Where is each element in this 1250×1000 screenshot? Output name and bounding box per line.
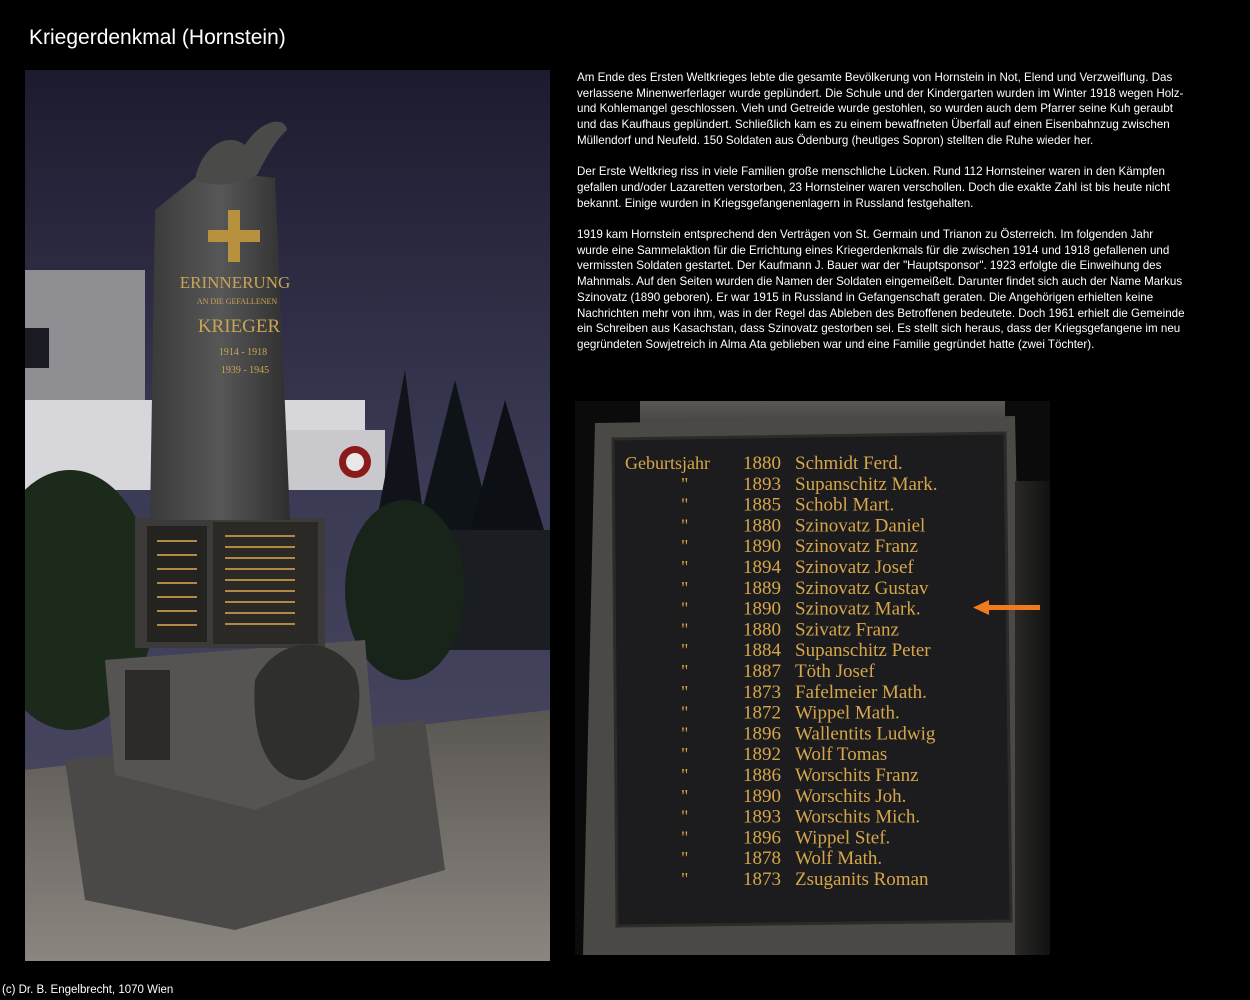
ditto-mark: " (681, 744, 689, 765)
plaque-year: 1880 (743, 453, 781, 474)
ditto-mark: " (681, 577, 689, 598)
plaque-photo-drawing (575, 401, 1050, 955)
plaque-year: 1890 (743, 536, 781, 558)
page-title: Kriegerdenkmal (Hornstein) (29, 26, 286, 49)
inscription-line: AN DIE GEFALLENEN (196, 297, 278, 306)
memorial-photo-drawing (25, 70, 550, 961)
plaque-name: Wallentits Ludwig (795, 723, 936, 745)
plaque-name: Wippel Math. (795, 702, 900, 724)
ditto-mark: " (681, 723, 689, 744)
plaque-year: 1893 (743, 806, 781, 828)
plaque-name: Szivatz Franz (795, 619, 899, 641)
ditto-mark: " (681, 494, 689, 515)
plaque-name: Worschits Franz (795, 765, 919, 786)
plaque-year: 1896 (743, 723, 781, 745)
ditto-mark: " (681, 557, 689, 577)
plaque-year: 1896 (743, 827, 781, 849)
plaque-year: 1889 (743, 577, 781, 599)
article-paragraph: Am Ende des Ersten Weltkrieges lebte die gesamte Bevölkerung von Hornstein in Not, Elend und Verzweiflung. Das verlassene Minenwerferlager wurde geplündert. Die Schule und der Kindergarten wurden im Winter 1918 wegen Holz- und Kohlemangel geschlossen. Vieh und Getreide wurde gestohlen, so wurden auch dem Pfarrer seine Kuh geraubt und das Kaufhaus geplündert. Schließlich kam es zu einem bewaffneten Überfall auf einen Eisenbahnzug zwischen Müllendorf und Neufeld. 150 Soldaten aus Ödenburg (heutiges Sopron) stellten die Ruhe wieder her. (577, 71, 1184, 147)
plaque-year: 1885 (743, 494, 781, 516)
ditto-mark: " (681, 785, 689, 806)
plaque-year: 1890 (743, 598, 781, 620)
plaque-year: 1886 (743, 765, 781, 786)
plaque-year: 1892 (743, 744, 781, 766)
plaque-year: 1890 (743, 785, 781, 807)
ditto-mark: " (681, 473, 689, 494)
plaque-year: 1894 (743, 557, 781, 578)
plaque-year: 1884 (743, 640, 781, 662)
plaque-name: Wolf Tomas (795, 744, 888, 766)
plaque-year: 1873 (743, 869, 781, 890)
plaque-year: 1872 (743, 702, 781, 724)
ditto-mark: " (681, 848, 689, 869)
plaque-name: Szinovatz Mark. (795, 598, 921, 620)
ditto-mark: " (681, 536, 689, 557)
plaque-name: Worschits Mich. (795, 806, 921, 828)
plaque-name: Worschits Joh. (795, 785, 907, 807)
plaque-photo[interactable] (575, 401, 1050, 955)
plaque-header: Geburtsjahr (625, 453, 710, 473)
plaque-name: Szinovatz Gustav (795, 577, 929, 599)
memorial-photo[interactable] (25, 70, 550, 961)
ditto-mark: " (681, 598, 689, 619)
ditto-mark: " (681, 515, 689, 536)
ditto-mark: " (681, 681, 689, 702)
article-text (577, 70, 1187, 368)
ditto-mark: " (681, 702, 689, 723)
ditto-mark: " (681, 806, 689, 827)
plaque-name: Supanschitz Peter (795, 640, 931, 662)
plaque-name: Schmidt Ferd. (795, 453, 903, 474)
plaque-name: Fafelmeier Math. (795, 681, 927, 703)
plaque-year: 1880 (743, 619, 781, 641)
plaque-year: 1873 (743, 681, 781, 703)
ditto-mark: " (681, 765, 689, 785)
plaque-name: Szinovatz Daniel (795, 515, 926, 537)
memorial-obelisk (150, 170, 290, 520)
plaque-name: Wippel Stef. (795, 827, 891, 849)
plaque-year: 1887 (743, 661, 781, 682)
plaque-name: Supanschitz Mark. (795, 473, 938, 495)
article-paragraph: 1919 kam Hornstein entsprechend den Verträgen von St. Germain und Trianon zu Österreich. Im folgenden Jahr wurde eine Sammelaktion für die Errichtung eines Kriegerdenkmals für die zwischen 1914 und 1918 gefallenen und vermissten Soldaten gestartet. Der Kaufmann J. Bauer war der "Hauptsponsor". 1923 erfolgte die Einweihung des Mahnmals. Auf den Seiten wurden die Namen der Soldaten eingemeißelt. Darunter findet sich auch der Name Markus Szinovatz (1890 geboren). Er war 1915 in Russland in Gefangenschaft geraten. Die Angehörigen erhielten keine Nachrichten mehr von ihm, was in der Regel das Ableben des Betroffenen bedeutete. Doch 1961 erhielt die Gemeinde ein Schreiben aus Kasachstan, dass Szinovatz gestorben sei. Es stellt sich heraus, dass der Kriegsgefangene im neu gegründeten Sowjetreich in Alma Ata geblieben war und eine Familie gegründet hatte (zwei Töchter). (577, 228, 1185, 351)
plaque-name: Zsuganits Roman (795, 869, 929, 890)
ditto-mark: " (681, 661, 689, 681)
ditto-mark: " (681, 640, 689, 661)
plaque-name: Schobl Mart. (795, 494, 895, 516)
plaque-name: Szinovatz Franz (795, 536, 918, 558)
plaque-year: 1893 (743, 473, 781, 495)
inscription-line: KRIEGER (197, 316, 281, 337)
plaque-name: Töth Josef (795, 661, 875, 682)
inscription-line: 1939 - 1945 (220, 365, 270, 376)
plaque-year: 1878 (743, 848, 781, 870)
plaque-name: Szinovatz Josef (795, 557, 914, 578)
inscription-line: ERINNERUNG (179, 273, 291, 292)
article-paragraph: Der Erste Weltkrieg riss in viele Familien große menschliche Lücken. Rund 112 Hornsteiner waren in den Kämpfen gefallen und/oder Lazaretten verstorben, 23 Hornsteiner waren verschollen. Doch die exakte Zahl ist bis heute nicht bekannt. Einige wurden in Kriegsgefangenenlagern in Russland festgehalten. (577, 165, 1170, 210)
ditto-mark: " (681, 869, 689, 889)
plaque-name: Wolf Math. (795, 848, 883, 870)
copyright-footer: (c) Dr. B. Engelbrecht, 1070 Wien (2, 984, 174, 996)
plaque-row (625, 453, 903, 474)
inscription-line: 1914 - 1918 (218, 347, 268, 358)
ditto-mark: " (681, 827, 689, 848)
plaque-year: 1880 (743, 515, 781, 537)
ditto-mark: " (681, 619, 689, 640)
